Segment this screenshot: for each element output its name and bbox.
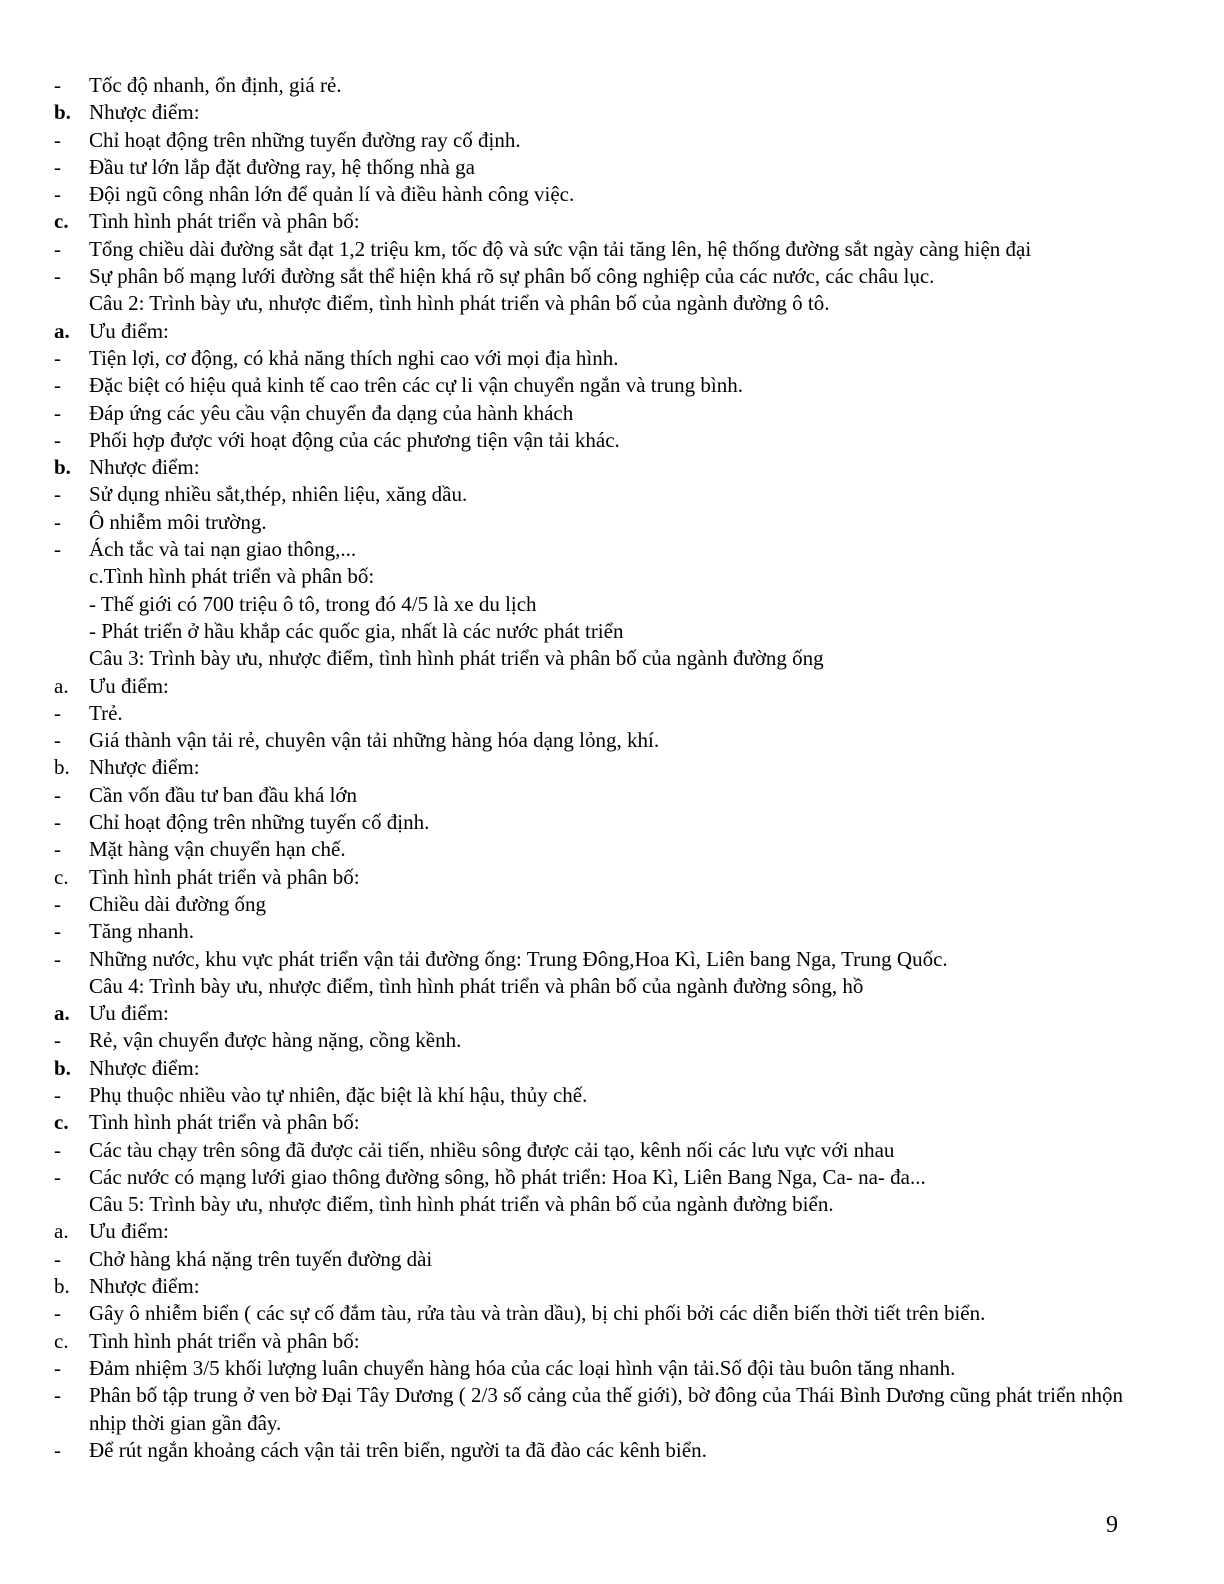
- line-marker: -: [54, 1355, 61, 1380]
- line-marker: -: [54, 345, 61, 370]
- line-marker: -: [54, 810, 61, 835]
- line-text: Tình hình phát triển và phân bố:: [89, 1110, 360, 1135]
- line-marker: -: [54, 400, 61, 425]
- document-line: [54, 1218, 1134, 1245]
- document-line: [54, 891, 1134, 918]
- line-text: Câu 3: Trình bày ưu, nhược điểm, tình hình phát triển và phân bố của ngành đường ống: [89, 646, 824, 671]
- line-marker: -: [54, 509, 61, 534]
- document-line: [54, 1164, 1134, 1191]
- line-marker: -: [54, 700, 61, 725]
- line-text: Ưu điểm:: [89, 318, 169, 343]
- document-line: [54, 700, 1134, 727]
- document-line: [54, 481, 1134, 508]
- line-text: Đảm nhiệm 3/5 khối lượng luân chuyển hàng hóa của các loại hình vận tải.Số đội tàu buôn tăng nhanh.: [89, 1355, 956, 1380]
- line-marker: b.: [54, 755, 70, 780]
- document-line: [54, 809, 1134, 836]
- document-line: [54, 1273, 1134, 1300]
- line-marker: -: [54, 264, 61, 289]
- document-line: [54, 208, 1134, 235]
- line-text: - Thế giới có 700 triệu ô tô, trong đó 4/5 là xe du lịch: [89, 591, 537, 616]
- line-text: Ưu điểm:: [89, 1001, 169, 1026]
- document-line: [54, 1027, 1134, 1054]
- line-text: Đội ngũ công nhân lớn để quản lí và điều hành công việc.: [89, 182, 575, 207]
- document-line: [54, 1382, 1134, 1437]
- line-marker: -: [54, 782, 61, 807]
- document-line: [54, 181, 1134, 208]
- line-marker: -: [54, 919, 61, 944]
- line-text: Tốc độ nhanh, ổn định, giá rẻ.: [89, 73, 342, 97]
- line-marker: b.: [54, 1055, 71, 1080]
- line-marker: -: [54, 946, 61, 971]
- document-line: [54, 454, 1134, 481]
- line-text: Phân bố tập trung ở ven bờ Đại Tây Dương ( 2/3 số cảng của thế giới), bờ đông của Thái Bình Dương cũng phát triển nhộn nhịp thời gian gần đây.: [89, 1383, 1124, 1435]
- line-text: Mặt hàng vận chuyển hạn chế.: [89, 837, 346, 862]
- line-marker: -: [54, 1028, 61, 1053]
- line-text: Rẻ, vận chuyển được hàng nặng, cồng kềnh.: [89, 1028, 462, 1053]
- line-text: Tiện lợi, cơ động, có khả năng thích nghi cao với mọi địa hình.: [89, 345, 619, 370]
- line-text: Nhược điểm:: [89, 1274, 200, 1299]
- document-line: [54, 973, 1134, 1000]
- line-marker: -: [54, 1301, 61, 1326]
- line-text: Các nước có mạng lưới giao thông đường sông, hồ phát triển: Hoa Kì, Liên Bang Nga, Ca- na- đa...: [89, 1164, 926, 1189]
- line-text: Các tàu chạy trên sông đã được cải tiến, nhiều sông được cải tạo, kênh nối các lưu vực với nhau: [89, 1137, 895, 1162]
- line-text: Để rút ngắn khoảng cách vận tải trên biển, người ta đã đào các kênh biển.: [89, 1437, 707, 1462]
- document-line: [54, 427, 1134, 454]
- line-text: Gây ô nhiễm biển ( các sự cố đắm tàu, rửa tàu và tràn dầu), bị chi phối bởi các diễn biến thời tiết trên biển.: [89, 1301, 986, 1326]
- line-text: Tổng chiều dài đường sắt đạt 1,2 triệu km, tốc độ và sức vận tải tăng lên, hệ thống đường sắt ngày càng hiện đại: [89, 236, 1032, 261]
- line-text: Tăng nhanh.: [89, 919, 194, 944]
- line-marker: -: [54, 1137, 61, 1162]
- document-line: [54, 290, 1134, 317]
- line-marker: b.: [54, 100, 71, 125]
- line-text: Giá thành vận tải rẻ, chuyên vận tải những hàng hóa dạng lỏng, khí.: [89, 728, 660, 753]
- document-line: [54, 727, 1134, 754]
- line-marker: b.: [54, 455, 71, 480]
- document-line: [54, 263, 1134, 290]
- line-marker: -: [54, 537, 61, 562]
- line-marker: -: [54, 891, 61, 916]
- line-text: Ách tắc và tai nạn giao thông,...: [89, 537, 357, 562]
- line-text: Đặc biệt có hiệu quả kinh tế cao trên các cự li vận chuyển ngắn và trung bình.: [89, 373, 743, 398]
- line-marker: b.: [54, 1274, 70, 1299]
- line-text: Chở hàng khá nặng trên tuyến đường dài: [89, 1246, 433, 1271]
- document-line: [54, 400, 1134, 427]
- line-text: Đầu tư lớn lắp đặt đường ray, hệ thống nhà ga: [89, 154, 475, 179]
- line-marker: -: [54, 236, 61, 261]
- line-text: Câu 2: Trình bày ưu, nhược điểm, tình hình phát triển và phân bố của ngành đường ô tô.: [89, 291, 830, 316]
- line-text: Câu 4: Trình bày ưu, nhược điểm, tình hình phát triển và phân bố của ngành đường sông, hồ: [89, 973, 864, 998]
- document-line: [54, 618, 1134, 645]
- document-line: [54, 1437, 1134, 1464]
- line-marker: -: [54, 837, 61, 862]
- line-marker: a.: [54, 318, 70, 343]
- line-text: Câu 5: Trình bày ưu, nhược điểm, tình hình phát triển và phân bố của ngành đường biển.: [89, 1192, 834, 1217]
- document-line: [54, 754, 1134, 781]
- line-marker: -: [54, 1164, 61, 1189]
- document-line: [54, 1246, 1134, 1273]
- document-line: [54, 509, 1134, 536]
- line-text: Sử dụng nhiều sắt,thép, nhiên liệu, xăng dầu.: [89, 482, 468, 507]
- line-text: Tình hình phát triển và phân bố:: [89, 209, 360, 234]
- line-text: Trẻ.: [89, 700, 123, 725]
- document-line: [54, 99, 1134, 126]
- line-marker: c.: [54, 209, 69, 234]
- line-marker: c.: [54, 864, 69, 889]
- line-text: Chiều dài đường ống: [89, 891, 267, 916]
- document-line: [54, 563, 1134, 590]
- document-line: [54, 591, 1134, 618]
- line-marker: -: [54, 73, 61, 97]
- line-text: Tình hình phát triển và phân bố:: [89, 864, 360, 889]
- document-line: [54, 72, 1134, 99]
- document-line: [54, 1355, 1134, 1382]
- line-marker: a.: [54, 1001, 70, 1026]
- line-text: Nhược điểm:: [89, 455, 200, 480]
- line-text: Nhược điểm:: [89, 1055, 200, 1080]
- line-text: Ưu điểm:: [89, 1219, 169, 1244]
- document-line: [54, 1055, 1134, 1082]
- page-number: 9: [1106, 1512, 1118, 1538]
- line-marker: -: [54, 427, 61, 452]
- document-line: [54, 645, 1134, 672]
- line-marker: -: [54, 728, 61, 753]
- line-marker: c.: [54, 1328, 69, 1353]
- document-line: [54, 345, 1134, 372]
- line-marker: -: [54, 1383, 61, 1408]
- line-marker: -: [54, 1246, 61, 1271]
- document-line: [54, 372, 1134, 399]
- document-line: [54, 536, 1134, 563]
- document-line: [54, 918, 1134, 945]
- document-line: [54, 864, 1134, 891]
- line-text: - Phát triển ở hầu khắp các quốc gia, nhất là các nước phát triển: [89, 618, 624, 643]
- line-text: Sự phân bố mạng lưới đường sắt thể hiện khá rõ sự phân bố công nghiệp của các nước, các châu lục.: [89, 264, 935, 289]
- line-marker: -: [54, 182, 61, 207]
- line-marker: a.: [54, 673, 69, 698]
- document-line: [54, 1191, 1134, 1218]
- line-text: c.Tình hình phát triển và phân bố:: [89, 564, 375, 589]
- line-text: Ô nhiễm môi trường.: [89, 509, 267, 534]
- line-text: Cần vốn đầu tư ban đầu khá lớn: [89, 782, 358, 807]
- line-marker: -: [54, 127, 61, 152]
- line-text: Phối hợp được với hoạt động của các phương tiện vận tải khác.: [89, 427, 620, 452]
- line-text: Chỉ hoạt động trên những tuyến cố định.: [89, 810, 430, 835]
- line-marker: -: [54, 373, 61, 398]
- document-line: [54, 836, 1134, 863]
- line-text: Đáp ứng các yêu cầu vận chuyển đa dạng của hành khách: [89, 400, 574, 425]
- document-line: [54, 154, 1134, 181]
- line-text: Nhược điểm:: [89, 100, 200, 125]
- line-marker: -: [54, 482, 61, 507]
- line-marker: -: [54, 1082, 61, 1107]
- document-line: [54, 1137, 1134, 1164]
- document-line: [54, 1300, 1134, 1327]
- line-text: Chỉ hoạt động trên những tuyến đường ray cố định.: [89, 127, 521, 152]
- document-line: [54, 236, 1134, 263]
- document-line: [54, 1109, 1134, 1136]
- line-text: Ưu điểm:: [89, 673, 169, 698]
- document-line: [54, 127, 1134, 154]
- document-line: [54, 1328, 1134, 1355]
- line-text: Nhược điểm:: [89, 755, 200, 780]
- document-line: [54, 1082, 1134, 1109]
- document-line: [54, 673, 1134, 700]
- line-marker: c.: [54, 1110, 69, 1135]
- line-text: Những nước, khu vực phát triển vận tải đường ống: Trung Đông,Hoa Kì, Liên bang Nga, Trung Quốc.: [89, 946, 948, 971]
- line-text: Phụ thuộc nhiều vào tự nhiên, đặc biệt là khí hậu, thủy chế.: [89, 1082, 588, 1107]
- document-line: [54, 318, 1134, 345]
- document-body: [54, 72, 1134, 1464]
- line-text: Tình hình phát triển và phân bố:: [89, 1328, 360, 1353]
- document-line: [54, 946, 1134, 973]
- line-marker: a.: [54, 1219, 69, 1244]
- line-marker: -: [54, 154, 61, 179]
- document-line: [54, 782, 1134, 809]
- document-line: [54, 1000, 1134, 1027]
- line-marker: -: [54, 1437, 61, 1462]
